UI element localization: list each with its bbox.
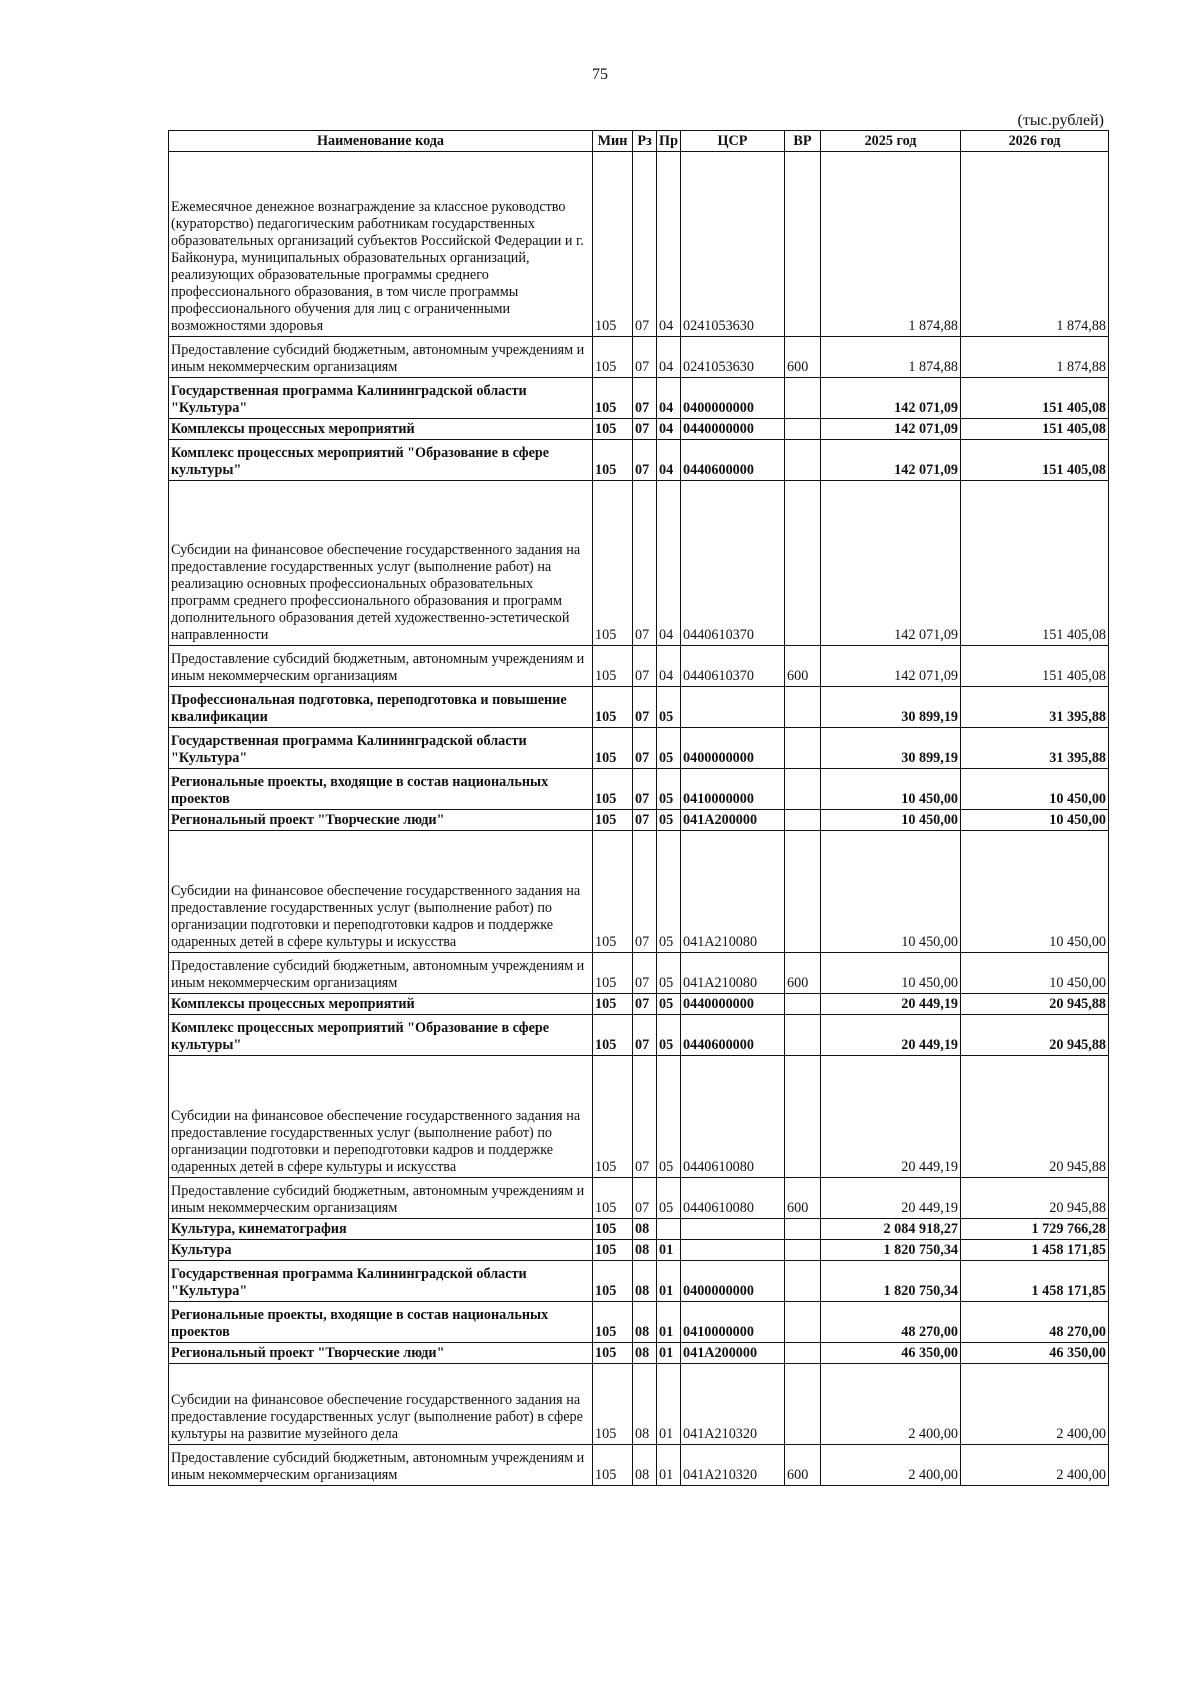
rz-cell: 07 (633, 481, 657, 646)
csr-cell (681, 1219, 785, 1240)
table-row (169, 1015, 1109, 1056)
header-vr: ВР (785, 131, 821, 152)
name-cell: Ежемесячное денежное вознаграждение за классное руководство (кураторство) педагогическим работникам государственных образовательных организаций субъектов Российской Федерации и г. Байконура, муниципальных образовательных организаций, реализующих образовательные программы среднего профессионального образования, в том числе программы профессионального обучения для лиц с ограниченными возможностями здоровья (169, 152, 593, 337)
rz-cell: 07 (633, 337, 657, 378)
header-min: Мин (593, 131, 633, 152)
min-cell: 105 (593, 953, 633, 994)
csr-cell: 0440000000 (681, 419, 785, 440)
rz-cell: 07 (633, 646, 657, 687)
rz-cell: 07 (633, 1015, 657, 1056)
rz-cell: 07 (633, 994, 657, 1015)
vr-cell (785, 728, 821, 769)
table-row (169, 152, 1109, 337)
table-header-row (169, 131, 1109, 152)
amount-2025-cell: 20 449,19 (821, 1056, 961, 1178)
min-cell: 105 (593, 994, 633, 1015)
table-row (169, 440, 1109, 481)
table-row (169, 646, 1109, 687)
pr-cell: 05 (657, 1056, 681, 1178)
rz-cell: 08 (633, 1219, 657, 1240)
rz-cell: 07 (633, 378, 657, 419)
csr-cell: 0241053630 (681, 337, 785, 378)
pr-cell: 01 (657, 1445, 681, 1486)
amount-2025-cell: 1 820 750,34 (821, 1240, 961, 1261)
min-cell: 105 (593, 810, 633, 831)
name-cell: Предоставление субсидий бюджетным, автономным учреждениям и иным некоммерческим организациям (169, 953, 593, 994)
csr-cell: 041А200000 (681, 810, 785, 831)
pr-cell: 05 (657, 1178, 681, 1219)
amount-2025-cell: 142 071,09 (821, 378, 961, 419)
amount-2025-cell: 2 084 918,27 (821, 1219, 961, 1240)
name-cell: Государственная программа Калининградской области "Культура" (169, 378, 593, 419)
vr-cell (785, 378, 821, 419)
rz-cell: 07 (633, 1056, 657, 1178)
header-pr: Пр (657, 131, 681, 152)
table-body (169, 152, 1109, 1486)
amount-2026-cell: 151 405,08 (961, 646, 1109, 687)
vr-cell (785, 1261, 821, 1302)
rz-cell: 07 (633, 419, 657, 440)
csr-cell: 0241053630 (681, 152, 785, 337)
header-rz: Рз (633, 131, 657, 152)
rz-cell: 07 (633, 440, 657, 481)
name-cell: Региональные проекты, входящие в состав национальных проектов (169, 1302, 593, 1343)
table-row (169, 728, 1109, 769)
name-cell: Субсидии на финансовое обеспечение государственного задания на предоставление государственных услуг (выполнение работ) по организации подготовки и переподготовки кадров и поддержке одаренных детей в сфере культуры и искусства (169, 831, 593, 953)
min-cell: 105 (593, 1219, 633, 1240)
csr-cell: 0410000000 (681, 769, 785, 810)
amount-2025-cell: 10 450,00 (821, 769, 961, 810)
rz-cell: 08 (633, 1261, 657, 1302)
amount-2025-cell: 46 350,00 (821, 1343, 961, 1364)
amount-2025-cell: 2 400,00 (821, 1364, 961, 1445)
name-cell: Комплекс процессных мероприятий "Образование в сфере культуры" (169, 1015, 593, 1056)
vr-cell (785, 1056, 821, 1178)
min-cell: 105 (593, 1445, 633, 1486)
rz-cell: 07 (633, 1178, 657, 1219)
pr-cell: 05 (657, 728, 681, 769)
min-cell: 105 (593, 728, 633, 769)
table-row (169, 1343, 1109, 1364)
amount-2026-cell: 151 405,08 (961, 481, 1109, 646)
table-row (169, 337, 1109, 378)
amount-2025-cell: 142 071,09 (821, 646, 961, 687)
min-cell: 105 (593, 1343, 633, 1364)
rz-cell: 07 (633, 769, 657, 810)
vr-cell (785, 1240, 821, 1261)
min-cell: 105 (593, 831, 633, 953)
csr-cell (681, 687, 785, 728)
min-cell: 105 (593, 1240, 633, 1261)
min-cell: 105 (593, 1015, 633, 1056)
table-row (169, 953, 1109, 994)
unit-note: (тыс.рублей) (1017, 112, 1104, 129)
name-cell: Комплекс процессных мероприятий "Образование в сфере культуры" (169, 440, 593, 481)
csr-cell: 0440610370 (681, 481, 785, 646)
amount-2026-cell: 31 395,88 (961, 728, 1109, 769)
pr-cell: 05 (657, 994, 681, 1015)
vr-cell (785, 831, 821, 953)
min-cell: 105 (593, 419, 633, 440)
amount-2026-cell: 20 945,88 (961, 994, 1109, 1015)
csr-cell: 0440000000 (681, 994, 785, 1015)
header-2025: 2025 год (821, 131, 961, 152)
amount-2025-cell: 1 874,88 (821, 337, 961, 378)
pr-cell: 04 (657, 419, 681, 440)
amount-2026-cell: 10 450,00 (961, 953, 1109, 994)
table-row (169, 831, 1109, 953)
pr-cell: 01 (657, 1343, 681, 1364)
csr-cell (681, 1240, 785, 1261)
name-cell: Региональный проект "Творческие люди" (169, 810, 593, 831)
rz-cell: 08 (633, 1302, 657, 1343)
amount-2025-cell: 10 450,00 (821, 810, 961, 831)
min-cell: 105 (593, 1056, 633, 1178)
csr-cell: 0410000000 (681, 1302, 785, 1343)
vr-cell (785, 1343, 821, 1364)
table-row (169, 1302, 1109, 1343)
rz-cell: 08 (633, 1445, 657, 1486)
name-cell: Предоставление субсидий бюджетным, автономным учреждениям и иным некоммерческим организациям (169, 1178, 593, 1219)
csr-cell: 0440600000 (681, 440, 785, 481)
name-cell: Предоставление субсидий бюджетным, автономным учреждениям и иным некоммерческим организациям (169, 337, 593, 378)
pr-cell: 05 (657, 810, 681, 831)
rz-cell: 08 (633, 1343, 657, 1364)
amount-2025-cell: 142 071,09 (821, 481, 961, 646)
amount-2025-cell: 1 820 750,34 (821, 1261, 961, 1302)
amount-2026-cell: 1 458 171,85 (961, 1261, 1109, 1302)
amount-2025-cell: 20 449,19 (821, 1178, 961, 1219)
pr-cell: 04 (657, 646, 681, 687)
min-cell: 105 (593, 440, 633, 481)
min-cell: 105 (593, 481, 633, 646)
pr-cell: 05 (657, 953, 681, 994)
amount-2026-cell: 1 458 171,85 (961, 1240, 1109, 1261)
pr-cell: 04 (657, 378, 681, 419)
rz-cell: 08 (633, 1364, 657, 1445)
min-cell: 105 (593, 646, 633, 687)
name-cell: Предоставление субсидий бюджетным, автономным учреждениям и иным некоммерческим организациям (169, 1445, 593, 1486)
min-cell: 105 (593, 152, 633, 337)
amount-2025-cell: 30 899,19 (821, 687, 961, 728)
name-cell: Предоставление субсидий бюджетным, автономным учреждениям и иным некоммерческим организациям (169, 646, 593, 687)
amount-2026-cell: 46 350,00 (961, 1343, 1109, 1364)
vr-cell: 600 (785, 1445, 821, 1486)
csr-cell: 0440600000 (681, 1015, 785, 1056)
name-cell: Комплексы процессных мероприятий (169, 419, 593, 440)
name-cell: Культура (169, 1240, 593, 1261)
amount-2025-cell: 48 270,00 (821, 1302, 961, 1343)
name-cell: Субсидии на финансовое обеспечение государственного задания на предоставление государственных услуг (выполнение работ) по организации подготовки и переподготовки кадров и поддержке одаренных детей в сфере культуры и искусства (169, 1056, 593, 1178)
amount-2026-cell: 10 450,00 (961, 769, 1109, 810)
amount-2025-cell: 142 071,09 (821, 419, 961, 440)
table-row (169, 1364, 1109, 1445)
csr-cell: 0440610080 (681, 1056, 785, 1178)
budget-table (168, 130, 1109, 1486)
csr-cell: 0400000000 (681, 378, 785, 419)
csr-cell: 041А200000 (681, 1343, 785, 1364)
amount-2025-cell: 10 450,00 (821, 953, 961, 994)
min-cell: 105 (593, 687, 633, 728)
amount-2025-cell: 2 400,00 (821, 1445, 961, 1486)
header-csr: ЦСР (681, 131, 785, 152)
amount-2026-cell: 48 270,00 (961, 1302, 1109, 1343)
name-cell: Региональный проект "Творческие люди" (169, 1343, 593, 1364)
min-cell: 105 (593, 1302, 633, 1343)
name-cell: Профессиональная подготовка, переподготовка и повышение квалификации (169, 687, 593, 728)
pr-cell: 01 (657, 1240, 681, 1261)
amount-2025-cell: 30 899,19 (821, 728, 961, 769)
vr-cell: 600 (785, 337, 821, 378)
header-name: Наименование кода (169, 131, 593, 152)
vr-cell (785, 769, 821, 810)
pr-cell: 01 (657, 1364, 681, 1445)
csr-cell: 041А210320 (681, 1364, 785, 1445)
min-cell: 105 (593, 1178, 633, 1219)
amount-2026-cell: 10 450,00 (961, 810, 1109, 831)
table-row (169, 1056, 1109, 1178)
pr-cell (657, 1219, 681, 1240)
min-cell: 105 (593, 337, 633, 378)
amount-2026-cell: 1 874,88 (961, 152, 1109, 337)
csr-cell: 0400000000 (681, 728, 785, 769)
pr-cell: 04 (657, 152, 681, 337)
pr-cell: 05 (657, 769, 681, 810)
page-number: 75 (592, 66, 608, 83)
table-row (169, 1445, 1109, 1486)
amount-2026-cell: 2 400,00 (961, 1445, 1109, 1486)
table-row (169, 1261, 1109, 1302)
amount-2026-cell: 1 729 766,28 (961, 1219, 1109, 1240)
vr-cell: 600 (785, 1178, 821, 1219)
rz-cell: 07 (633, 953, 657, 994)
amount-2025-cell: 20 449,19 (821, 994, 961, 1015)
min-cell: 105 (593, 1364, 633, 1445)
min-cell: 105 (593, 769, 633, 810)
pr-cell: 05 (657, 687, 681, 728)
vr-cell (785, 1364, 821, 1445)
amount-2026-cell: 2 400,00 (961, 1364, 1109, 1445)
table-row (169, 769, 1109, 810)
vr-cell (785, 1302, 821, 1343)
csr-cell: 041А210080 (681, 953, 785, 994)
min-cell: 105 (593, 378, 633, 419)
pr-cell: 05 (657, 831, 681, 953)
vr-cell (785, 152, 821, 337)
vr-cell (785, 687, 821, 728)
table-row (169, 810, 1109, 831)
csr-cell: 0440610080 (681, 1178, 785, 1219)
pr-cell: 05 (657, 1015, 681, 1056)
table-row (169, 481, 1109, 646)
name-cell: Государственная программа Калининградской области "Культура" (169, 728, 593, 769)
csr-cell: 0440610370 (681, 646, 785, 687)
pr-cell: 04 (657, 440, 681, 481)
rz-cell: 07 (633, 810, 657, 831)
vr-cell (785, 1219, 821, 1240)
amount-2026-cell: 151 405,08 (961, 440, 1109, 481)
amount-2026-cell: 151 405,08 (961, 378, 1109, 419)
amount-2026-cell: 10 450,00 (961, 831, 1109, 953)
min-cell: 105 (593, 1261, 633, 1302)
amount-2026-cell: 20 945,88 (961, 1178, 1109, 1219)
name-cell: Культура, кинематография (169, 1219, 593, 1240)
vr-cell (785, 440, 821, 481)
rz-cell: 08 (633, 1240, 657, 1261)
pr-cell: 04 (657, 481, 681, 646)
name-cell: Субсидии на финансовое обеспечение государственного задания на предоставление государственных услуг (выполнение работ) в сфере культуры на развитие музейного дела (169, 1364, 593, 1445)
name-cell: Комплексы процессных мероприятий (169, 994, 593, 1015)
amount-2026-cell: 31 395,88 (961, 687, 1109, 728)
rz-cell: 07 (633, 831, 657, 953)
rz-cell: 07 (633, 728, 657, 769)
vr-cell: 600 (785, 646, 821, 687)
vr-cell (785, 994, 821, 1015)
vr-cell: 600 (785, 953, 821, 994)
vr-cell (785, 419, 821, 440)
amount-2026-cell: 151 405,08 (961, 419, 1109, 440)
vr-cell (785, 1015, 821, 1056)
csr-cell: 041А210080 (681, 831, 785, 953)
amount-2026-cell: 20 945,88 (961, 1015, 1109, 1056)
vr-cell (785, 481, 821, 646)
name-cell: Региональные проекты, входящие в состав национальных проектов (169, 769, 593, 810)
table-row (169, 1240, 1109, 1261)
vr-cell (785, 810, 821, 831)
name-cell: Государственная программа Калининградской области "Культура" (169, 1261, 593, 1302)
pr-cell: 04 (657, 337, 681, 378)
pr-cell: 01 (657, 1302, 681, 1343)
amount-2025-cell: 10 450,00 (821, 831, 961, 953)
pr-cell: 01 (657, 1261, 681, 1302)
table-row (169, 1219, 1109, 1240)
table-row (169, 378, 1109, 419)
amount-2026-cell: 20 945,88 (961, 1056, 1109, 1178)
name-cell: Субсидии на финансовое обеспечение государственного задания на предоставление государственных услуг (выполнение работ) на реализацию основных профессиональных образовательных программ среднего профессионального образования и программ дополнительного образования детей художественно-эстетической направленности (169, 481, 593, 646)
amount-2025-cell: 20 449,19 (821, 1015, 961, 1056)
header-2026: 2026 год (961, 131, 1109, 152)
csr-cell: 0400000000 (681, 1261, 785, 1302)
table-row (169, 687, 1109, 728)
amount-2025-cell: 1 874,88 (821, 152, 961, 337)
amount-2026-cell: 1 874,88 (961, 337, 1109, 378)
rz-cell: 07 (633, 152, 657, 337)
csr-cell: 041А210320 (681, 1445, 785, 1486)
table-row (169, 1178, 1109, 1219)
table-row (169, 994, 1109, 1015)
table-row (169, 419, 1109, 440)
rz-cell: 07 (633, 687, 657, 728)
amount-2025-cell: 142 071,09 (821, 440, 961, 481)
